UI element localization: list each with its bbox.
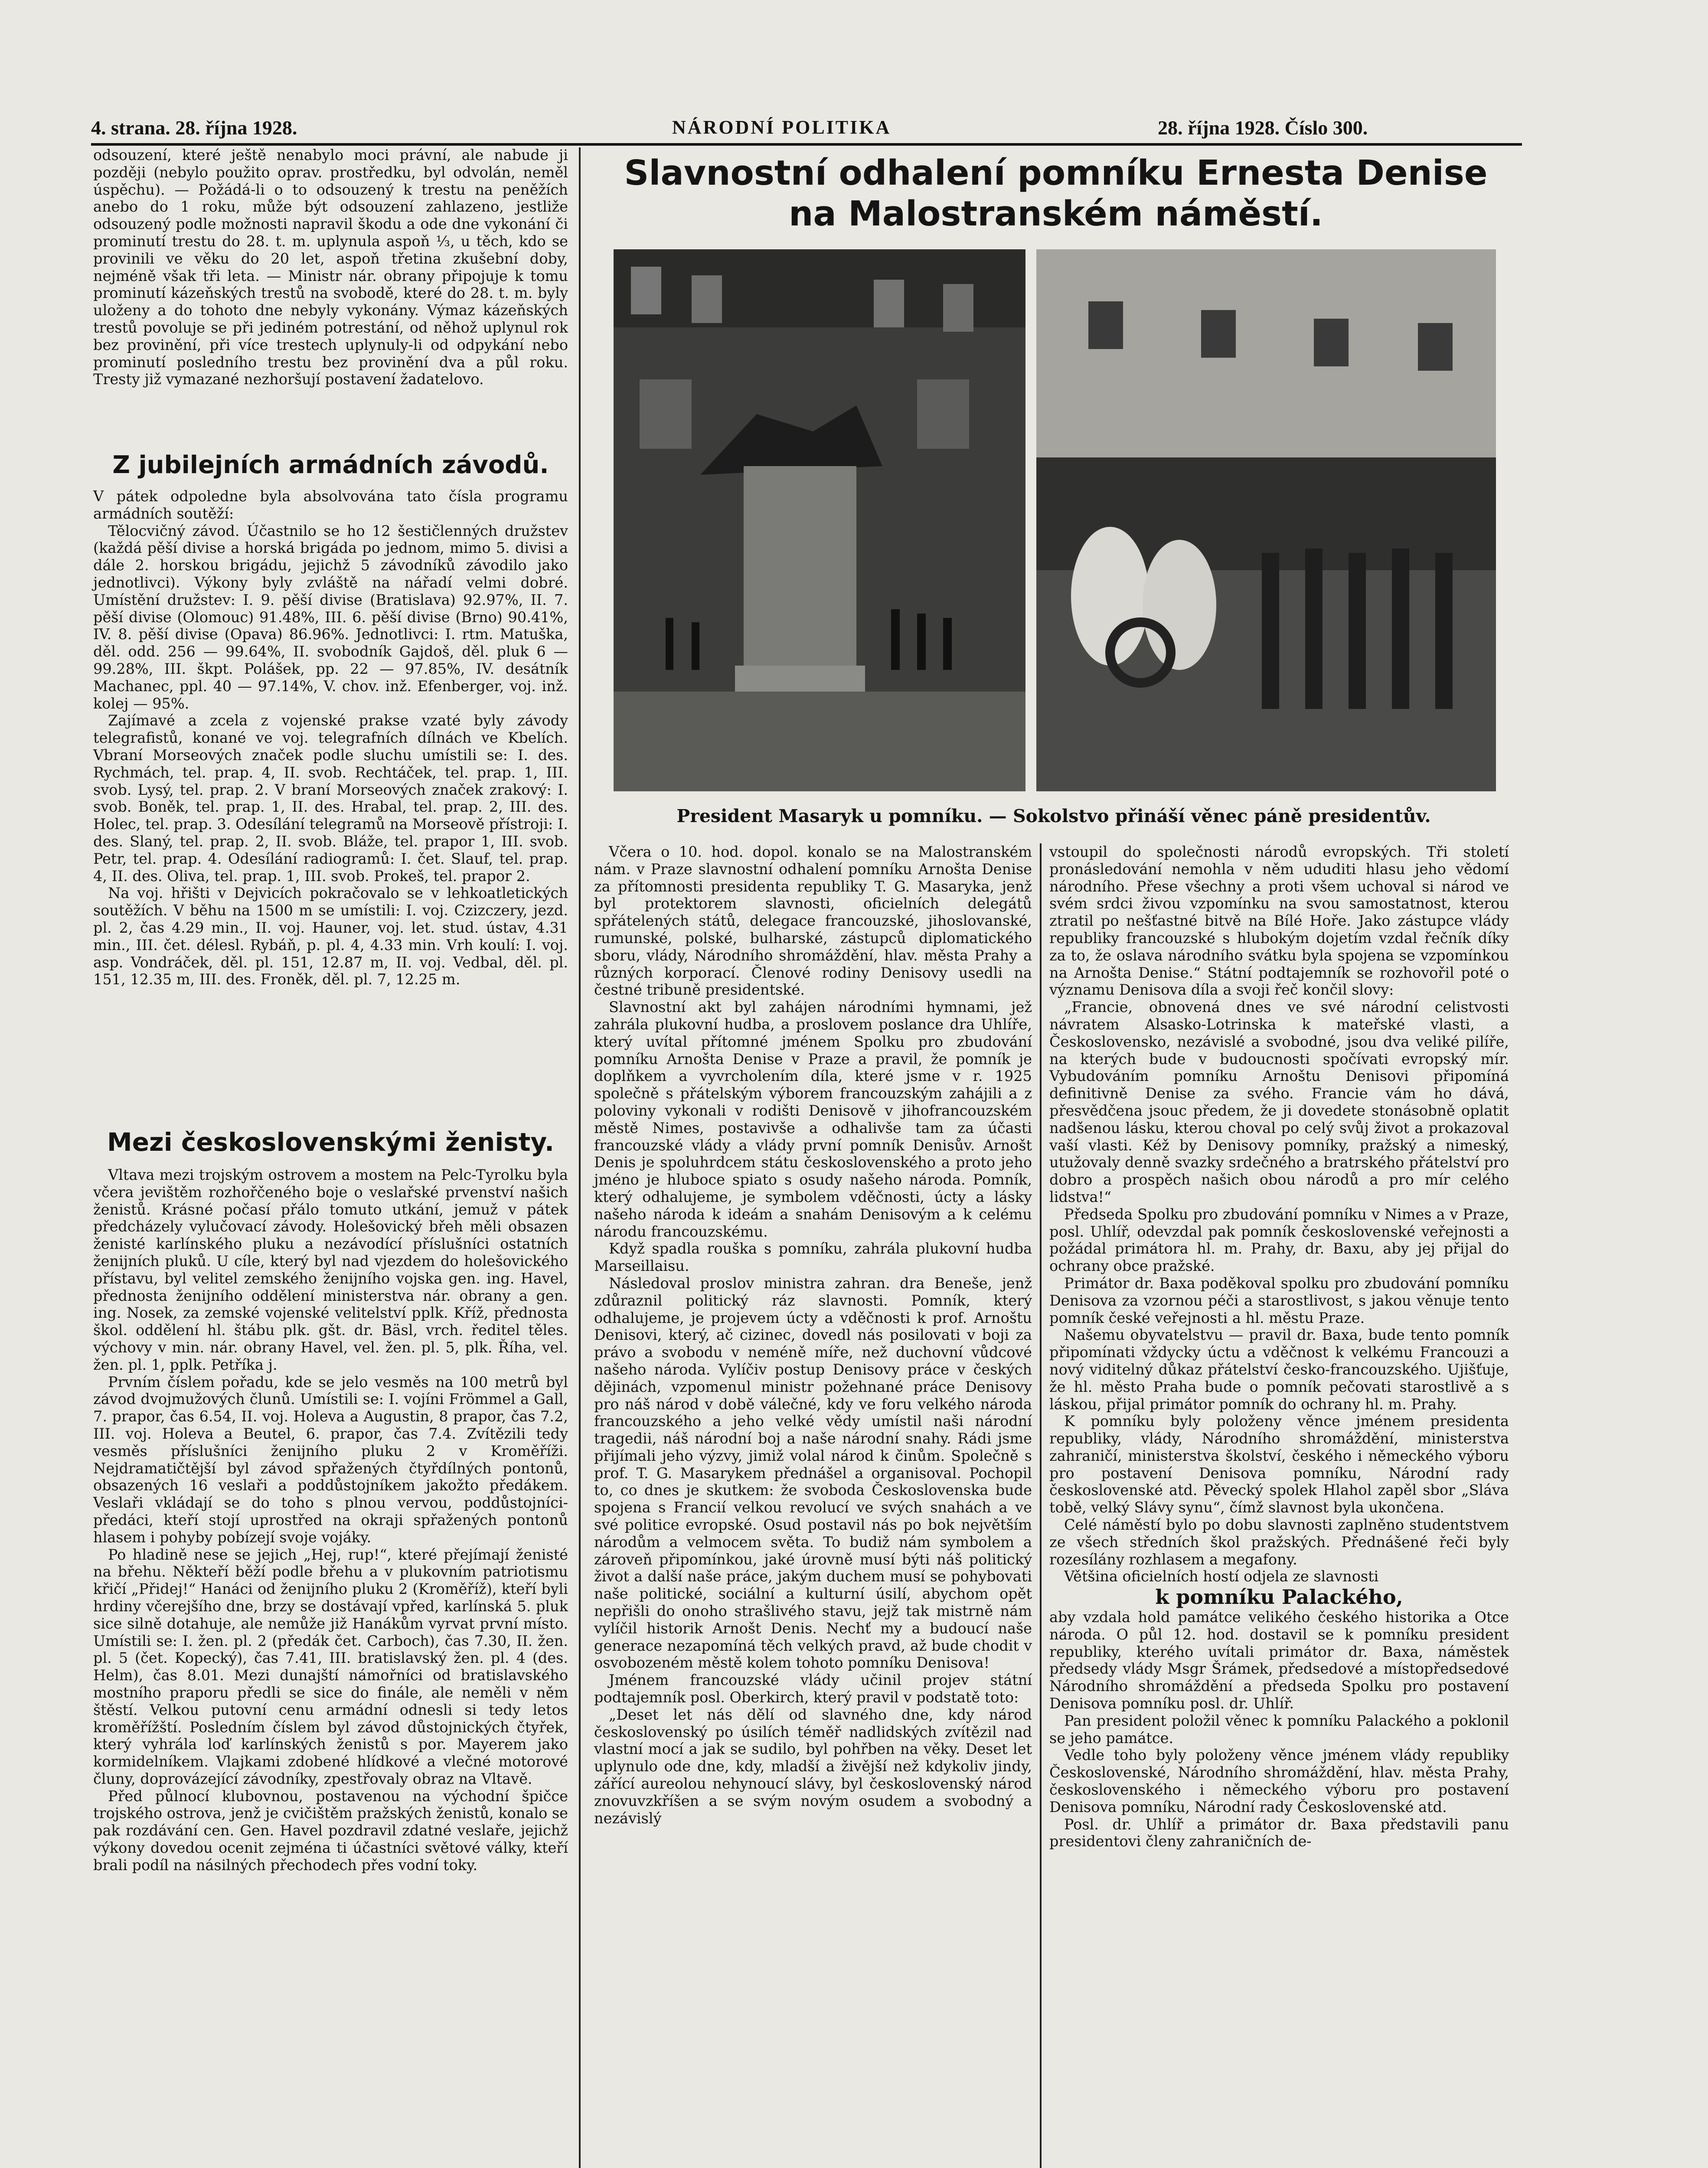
subheading-palacky-monument: k pomníku Palackého, [1155, 1585, 1403, 1609]
paragraph: vstoupil do společnosti národů evropských. Tři století pronásledování nemohla v něm ududiti hlasu jeho vědomí národního. Přese všechny a proti všem uchoval si národ ve svém srdci živou vzpomínku na svou samostatnost, kterou ztratil po nešťastné bitvě na Bílé Hoře. Jako zástupce vlády republiky francouzské s hlubokým dojetím vzdal řečník díky za to, že oslava národního svátku byla spojena se vzpomínkou na Arnošta Denise.“ Státní podtajemník se rozhovořil poté o významu Denisova díla a svoji řeč končil slovy: [1049, 843, 1509, 999]
paragraph: Prvním číslem pořadu, kde se jelo vesměs na 100 metrů byl závod dvojmužových člunů. Umístili se: I. vojíni Frömmel a Gall, 7. prapor, čas 6.54, II. voj. Holeva a Augustin, 8 prapor, čas 7.2, III. voj. Holeva a Beutel, 6. prapor, čas 7.4. Zvítězili tedy vesměs příslušníci ženijního pluku 2 v Kroměříži. Nejdramatičtější byl závod spřažených čtyřdílných pontonů, obsazených 16 veslaři a poddůstojníkem jakožto předákem. Veslaři vkládají se do toho s plnou vervou, poddůstojníci-předáci, kteří stojí uprostřed na okraji spřažených pontonů hlasem i pohyby pobízejí svoje vojáky. [93, 1373, 568, 1546]
section-heading-jubilee-races: Z jubilejních armádních závodů. [112, 451, 549, 479]
paragraph: Zajímavé a zcela z vojenské prakse vzaté byly závody telegrafistů, konané ve voj. telegrafních dílnách ve Kbelích. Vbraní Morseových značek podle sluchu umístili se: I. des. Rychmách, tel. prap. 4, II. svob. Rechtáček, tel. prap. 1, III. svob. Lysý, tel. prap. 2. V braní Morseových značek zrakový: I. svob. Boněk, tel. prap. 1, II. des. Hrabal, tel. prap. 2, III. des. Holec, tel. prap. 3. Odesílání telegramů na Morseově přístroji: I. des. Slaný, tel. prap. 2, II. svob. Bláže, tel. prapor 1, III. svob. Petr, tel. prap. 4. Odesílání radiogramů: I. čet. Slauf, tel. prap. 4, II. des. Oliva, tel. prap. 1, III. svob. Prokeš, tel. prapor 2. [93, 712, 568, 885]
main-article-column-2 [1049, 843, 1509, 1850]
paragraph: „Francie, obnovená dnes ve své národní celistvosti návratem Alsasko-Lotrinska k mateřské vlasti, a Československo, nezávislé a svobodné, jsou dva veliké pilíře, na kterých bude v budoucnosti spočívati evropský mír. Vybudováním pomníku Arnoštu Denisovi připomíná definitivně Denise za svého. Francie vám ho dává, přesvědčena jsouc předem, že ji dovedete stonásobně oplatit nadšenou lásku, kterou choval po celý svůj život a prokazoval vaší vlasti. Kéž by Denisovy pomníky, pražský a nimeský, utužovaly denně svazky srdečného a bratrského přátelství pro dobro a prospěch našich obou národů a pro mír celého lidstva!“ [1049, 999, 1509, 1205]
headline-line-1: Slavnostní odhalení pomníku Ernesta Denise [624, 153, 1488, 193]
photo-caption: President Masaryk u pomníku. — Sokolstvo přináší věnec páně presidentův. [676, 806, 1431, 826]
paragraph: Slavnostní akt byl zahájen národními hymnami, jež zahrála plukovní hudba, a proslovem poslance dra Uhlíře, který uvítal přítomné jménem Spolku pro zbudování pomníku Arnošta Denise v Praze a pravil, že pomník je doplňkem a vyvrcholením díla, které jsme v r. 1925 společně s přátelským výborem francouzským zahájili a z poloviny vykonali v rodišti Denisově v jihofrancouzském městě Nimes, postavivše a odhalivše tam za účasti francouzské vlády a vlády první pomník Denisův. Arnošt Denis je spoluhrdcem státu československého a proto jeho jméno je hluboce spiato s osudy našeho národa. Pomník, který odhalujeme, je symbolem vděčnosti, úcty a lásky našeho národa k ideám a snahám Denisovým a k celému národu francouzskému. [594, 999, 1032, 1240]
paragraph: Před půlnocí klubovnou, postavenou na východní špičce trojského ostrova, jenž je cvičištěm pražských ženistů, konalo se pak rozdávání cen. Gen. Havel pozdravil zdatné veslaře, jejichž výkony dovedou ocenit zejména ti účastníci světové války, kteří brali podíl na násilných přechodech přes vodní toky. [93, 1787, 568, 1874]
paragraph: Tělocvičný závod. Účastnilo se ho 12 šestičlenných družstev (každá pěší divise a horská brigáda po jednom, mimo 5. divisi a dále 2. horskou brigádu, jejichž 5 závodníků závodilo jako jednotlivci). Výkony byly zvláště na nářadí velmi dobré. Umístění družstev: I. 9. pěší divise (Bratislava) 92.97%, II. 7. pěší divise (Olomouc) 91.48%, III. 6. pěší divise (Brno) 90.41%, IV. 8. pěší divise (Opava) 86.96%. Jednotlivci: I. rtm. Matuška, děl. odd. 256 — 99.64%, II. svobodník Gajdoš, děl. pluk 6 — 99.28%, III. škpt. Polášek, pp. 22 — 97.85%, IV. desátník Machanec, ppl. 40 — 97.14%, V. chov. inž. Efenberger, voj. inž. kolej — 95%. [93, 522, 568, 712]
paragraph: Primátor dr. Baxa poděkoval spolku pro zbudování pomníku Denisova za vzornou péči a starostlivost, s jakou věnuje tento pomník české veřejnosti a hl. městu Praze. [1049, 1274, 1509, 1326]
paragraph: Celé náměstí bylo po dobu slavnosti zaplněno studentstvem ze všech středních škol pražských. Přednášené řeči byly rozesílány rozhlasem a megafony. [1049, 1516, 1509, 1568]
paragraph: Vltava mezi trojským ostrovem a mostem na Pelc-Tyrolku byla včera jevištěm rozhořčeného boje o veslařské prvenství našich ženistů. Krásné počasí přálo tomuto utkání, jemuž v pátek předcházely vylučovací závody. Holešovický břeh měli obsazen ženisté karlínského pluku a nezávodící příslušníci ostatních ženijních pluků. U cíle, který byl nad vjezdem do holešovického přístavu, byl velitel zemského ženijního vojska gen. ing. Havel, přednosta ženijního oddělení ministerstva nár. obrany a gen. ing. Nosek, za zemské vojenské velitelství pplk. Kříž, přednosta škol. oddělení hl. štábu plk. gšt. dr. Bäsl, vrch. ředitel těles. výchovy v min. nár. obrany Havel, vel. žen. pl. 5, plk. Říha, vel. žen. pl. 1, pplk. Petříka j. [93, 1166, 568, 1373]
sappers-article [93, 1166, 568, 1874]
paragraph: Většina oficielních hostí odjela ze slavnosti [1064, 1568, 1379, 1585]
paragraph: Posl. dr. Uhlíř a primátor dr. Baxa představili panu presidentovi členy zahraničních de- [1049, 1815, 1509, 1850]
paragraph: Předseda Spolku pro zbudování pomníku v Nimes a v Praze, posl. Uhlíř, odevzdal pak pomník československé veřejnosti a požádal primátora hl. m. Prahy, dr. Baxu, aby jej přijal do ochrany obce pražské. [1049, 1205, 1509, 1275]
paragraph: Na voj. hřišti v Dejvicích pokračovalo se v lehkoatletických soutěžích. V běhu na 1500 m se umístili: I. voj. Czizczery, jezd. pl. 2, čas 4.29 min., II. voj. Hauner, voj. let. stud. ústav, 4.31 min., III. čet. délesl. Rybáň, p. pl. 4, 4.33 min. Vrh koulí: I. voj. asp. Vondráček, děl. pl. 151, 12.87 m, II. voj. Vedbal, děl. pl. 151, 12.35 m, III. des. Froněk, děl. pl. 7, 12.25 m. [93, 885, 568, 988]
continued-article-text: odsouzení, které ještě nenabylo moci právní, ale nabude ji později (nebylo použito oprav. prostředku, byl odvolán, neměl úspěchu). — Požádá-li o to odsouzený k trestu na peněžích anebo do 1 roku, může být odsouzení zahlazeno, jestliže odsouzený podle možnosti napravil škodu a ode dne vykonání či prominutí trestu do 28. t. m. uplynula aspoň ⅓, u těch, kdo se provinili ve věku do 20 let, aspoň třetina zkušební doby, nejméně však tři leta. — Ministr nár. obrany připojuje k tomu prominutí kázeňských trestů na svobodě, které do 28. t. m. byly uloženy a do tohoto dne nebyly vykonány. Výmaz kázeňských trestů povoluje se při jediném potrestání, od něhož uplynul rok bez provinění, při více trestech uplynuly-li od odpykání nebo prominutí posledního trestu bez provinění dva a půl roku. Tresty již vymazané nezhoršují postavení žadatelovo. [93, 147, 568, 388]
paragraph: Vedle toho byly položeny věnce jménem vlády republiky Československé, Národního shromáždění, hlav. města Prahy, československého i německého výboru pro postavení Denisova pomníku, Národní rady Československé atd. [1049, 1747, 1509, 1815]
paragraph: Jménem francouzské vlády učinil projev státní podtajemník posl. Oberkirch, který pravil v podstatě toto: [594, 1672, 1032, 1706]
masthead-title: NÁRODNÍ POLITIKA [672, 117, 892, 138]
main-article-column-1 [594, 843, 1032, 1827]
paragraph: Následoval proslov ministra zahran. dra Beneše, jenž zdůraznil politický ráz slavnosti. Pomník, který odhalujeme, je projevem úcty a vděčnosti k prof. Arnoštu Denisovi, který, ač cizinec, dovedl nás posilovati v boji za právo a svobodu v neméně míře, než duchovní vůdcové našeho národa. Vylíčiv postup Denisovy práce v českých dějinách, vzpomenul ministr požehnané práce Denisovy pro náš národ v době válečné, kdy ve foru velkého národa francouzského a jeho velké vědy umístil naši národní tragedii, náš národní boj a naše národní snahy. Rádi jsme přijímali jeho výzvy, jimiž volal národ k činům. Společně s prof. T. G. Masarykem přednášel a organisoval. Pochopil to, co dnes je skutkem: že svoboda Československa bude spojena s Francií velkou revolucí ve svých snahách a ve své politice evropské. Osud postavil nás po bok největším národům a velmocem světa. To budiž nám symbolem a zároveň připomínkou, jaké úrovně musí býti náš politický život a další naše práce, jakým duchem musí se pohybovati naše politické, sociální a kulturní úsilí, abychom opět nepřišli do onoho strašlivého stavu, jejž tak mistrně nám vylíčil historik Arnošt Denis. Nechť my a budoucí naše generace nezapomíná těch velkých pravd, až bude chodit v osvobozeném městě kolem tohoto pomníku Denisova! [594, 1274, 1032, 1672]
running-header [91, 108, 1522, 147]
paragraph: V pátek odpoledne byla absolvována tato čísla programu armádních soutěží: [93, 488, 568, 522]
paragraph: Našemu obyvatelstvu — pravil dr. Baxa, bude tento pomník připomínati vždycky úctu a vděčnost k velkému Francouzi a nový viditelný důkaz přátelství česko-francouzského. Ujišťuje, že hl. město Praha bude o pomník pečovati starostlivě a s láskou, přijal primátor pomník do ochrany hl. m. Prahy. [1049, 1326, 1509, 1413]
section-heading-sappers: Mezi československými ženisty. [107, 1127, 555, 1157]
paragraph: Když spadla rouška s pomníku, zahrála plukovní hudba Marseillaisu. [594, 1240, 1032, 1275]
header-page-date: 4. strana. 28. října 1928. [91, 117, 297, 139]
paragraph: Pan president položil věnec k pomníku Palackého a poklonil se jeho památce. [1049, 1712, 1509, 1747]
main-headline [590, 153, 1522, 234]
left-column-continuation [93, 147, 568, 388]
column-rule-left [579, 147, 581, 2168]
photo-monument-square [614, 249, 1025, 791]
paragraph: Po hladině nese se jejich „Hej, rup!“, které přejímají ženisté na břehu. Někteří běží podle břehu a v plukovním patriotismu křičí „Přidej!“ Hanáci od ženijního pluku 2 (Kroměříž), kteří byli hrdiny včerejšího dne, brzy se dostávají vpřed, karlínská 5. pluk sice silně dotahuje, ale nemůže již Hanákům vyrvat první místo. Umístili se: I. žen. pl. 2 (předák čet. Carboch), čas 7.30, II. žen. pl. 5 (čet. Kopecký), čas 7.41, III. bratislavský žen. pl. 4 (des. Helm), čas 8.01. Mezi dunajští námořníci od bratislavského mostního praporu předli se sice do finále, ale neměli v něm štěstí. Velkou putovní cenu armádní odnesli si tedy letos kroměřížští. Posledním číslem byl závod důstojnických čtyřek, který vyhrála loď karlínských ženistů s por. Mayerem jako kormidelníkem. Vlajkami zdobené hlídkové a vlečné motorové čluny, doprovázející závodníky, zpestřovaly obraz na Vltavě. [93, 1546, 568, 1787]
headline-line-2: na Malostranském náměstí. [789, 194, 1323, 234]
paragraph: „Deset let nás dělí od slavného dne, kdy národ československý po úsilích téměř nadlidských zvítězil nad vlastní mocí a jak se sudilo, byl pohřben na věky. Deset let uplynulo ode dne, kdy, mladší a živější než kdykoliv jindy, zářící aureolou nehynoucí slávy, byl československý národ znovuvzkříšen a se svým novým osudem a svobodný a nezávislý [594, 1706, 1032, 1827]
paragraph: Včera o 10. hod. dopol. konalo se na Malostranském nám. v Praze slavnostní odhalení pomníku Arnošta Denise za přítomnosti presidenta republiky T. G. Masaryka, jenž byl protektorem slavnosti, oficielních delegátů spřátelených států, delegace francouzské, jihoslovanské, rumunské, polské, bulharské, zástupců diplomatického sboru, vlády, Národního shromáždění, hlav. města Prahy a různých korporací. Členové rodiny Denisovy usedli na čestné tribuně presidentské. [594, 843, 1032, 999]
paragraph: K pomníku byly položeny věnce jménem presidenta republiky, vlády, Národního shromáždění, ministerstva zahraničí, ministerstva školství, českého i německého výboru pro postavení Denisova pomníku, Národní rady československé atd. Pěvecký spolek Hlahol zapěl sbor „Sláva tobě, velký Slávy synu“, čímž slavnost byla ukončena. [1049, 1413, 1509, 1516]
header-date-issue: 28. října 1928. Číslo 300. [1158, 117, 1368, 139]
jubilee-races-article [93, 488, 568, 988]
header-rule [91, 143, 1522, 146]
column-rule-middle [1040, 843, 1042, 2168]
photo-president-wreath [1036, 249, 1496, 791]
paragraph: aby vzdala hold památce velikého českého historika a Otce národa. O půl 12. hod. dostavil se k pomníku president republiky, kterého uvítali primátor dr. Baxa, náměstek předsedy vlády Msgr Šrámek, předsedové a místopředsedové Národního shromáždění a předseda Spolku pro postavení Denisova pomníku posl. dr. Uhlíř. [1049, 1609, 1509, 1712]
